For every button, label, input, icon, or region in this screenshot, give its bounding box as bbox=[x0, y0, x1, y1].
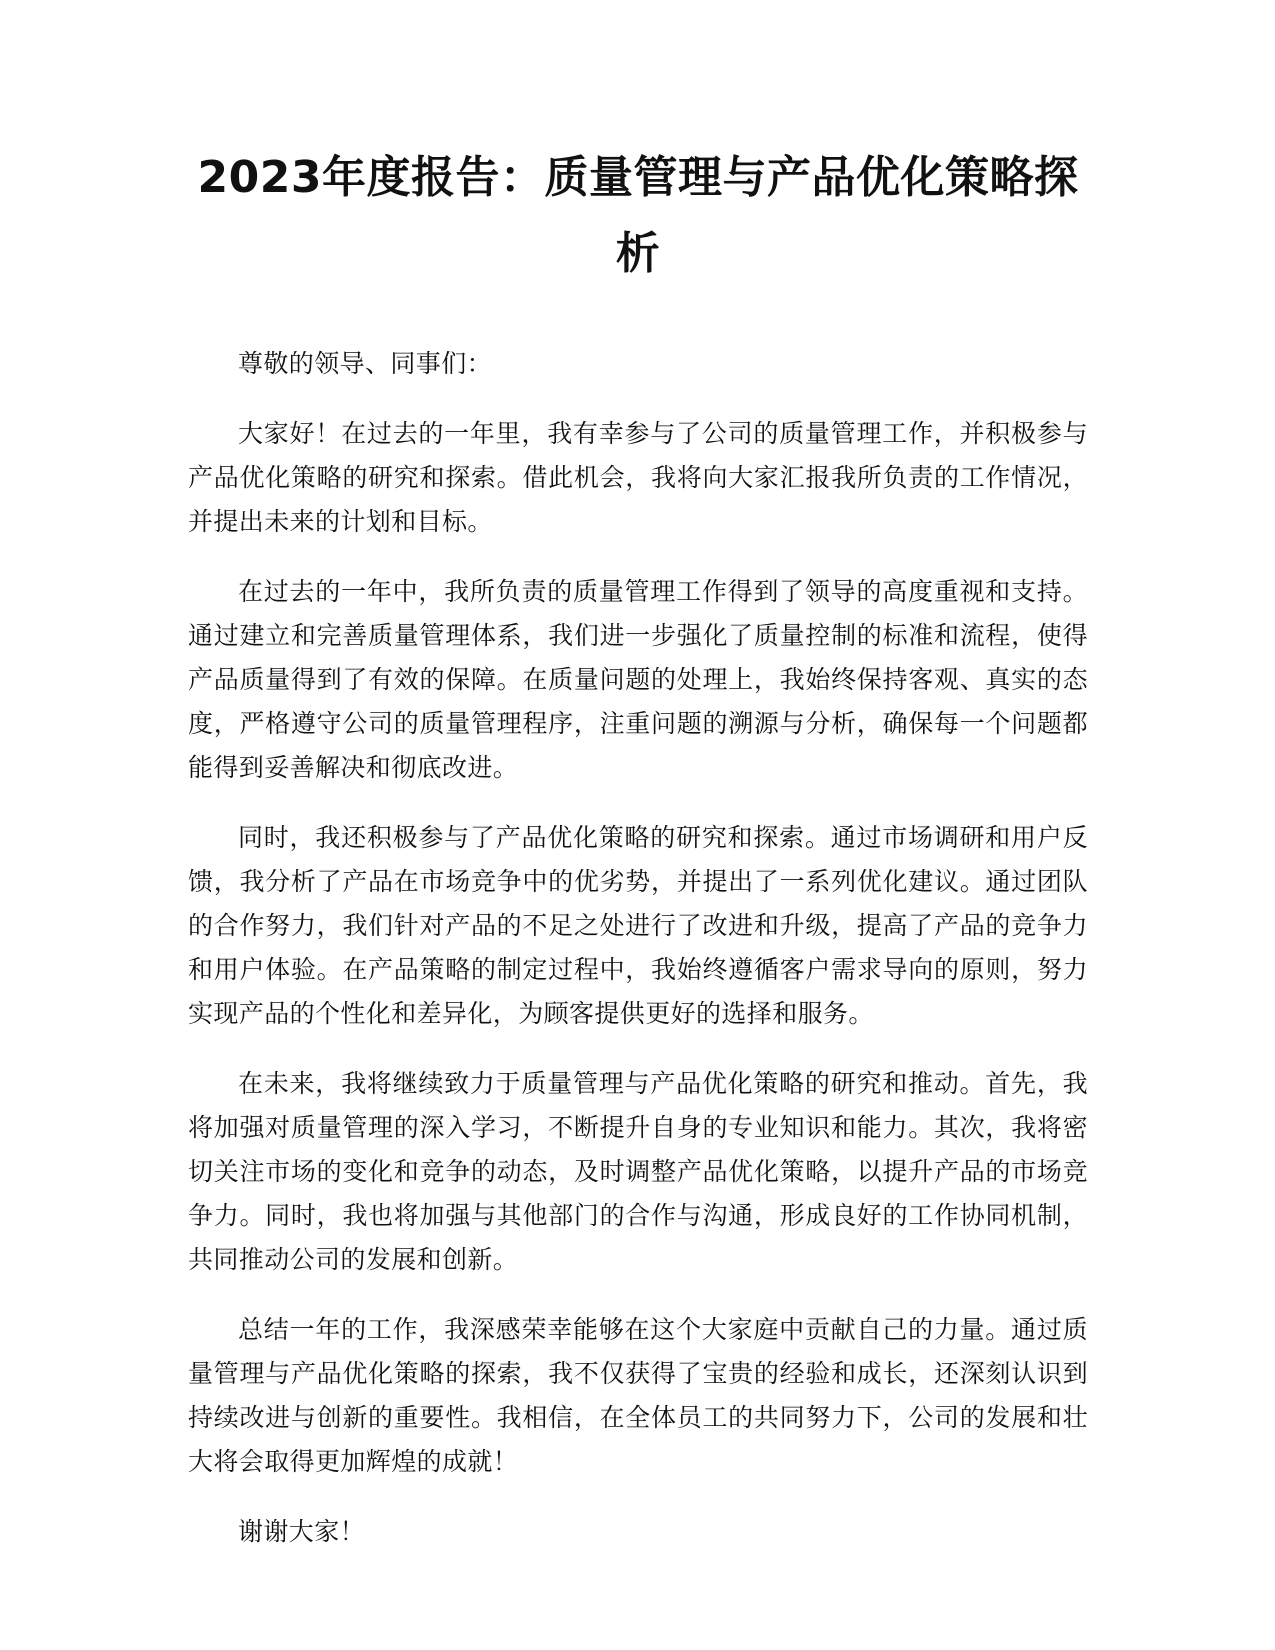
paragraph-summary: 总结一年的工作，我深感荣幸能够在这个大家庭中贡献自己的力量。通过质量管理与产品优化策略的探索，我不仅获得了宝贵的经验和成长，还深刻认识到持续改进与创新的重要性。我相信，在全体员工的共同努力下，公司的发展和壮大将会取得更加辉煌的成就！ bbox=[188, 1315, 1088, 1476]
paragraph-quality-management: 在过去的一年中，我所负责的质量管理工作得到了领导的高度重视和支持。通过建立和完善质量管理体系，我们进一步强化了质量控制的标准和流程，使得产品质量得到了有效的保障。在质量问题的处理上，我始终保持客观、真实的态度，严格遵守公司的质量管理程序，注重问题的溯源与分析，确保每一个问题都能得到妥善解决和彻底改进。 bbox=[188, 577, 1088, 782]
document-title: 2023年度报告：质量管理与产品优化策略探析 bbox=[197, 152, 1079, 279]
paragraph-product-optimization: 同时，我还积极参与了产品优化策略的研究和探索。通过市场调研和用户反馈，我分析了产品在市场竞争中的优劣势，并提出了一系列优化建议。通过团队的合作努力，我们针对产品的不足之处进行了改进和升级，提高了产品的竞争力和用户体验。在产品策略的制定过程中，我始终遵循客户需求导向的原则，努力实现产品的个性化和差异化，为顾客提供更好的选择和服务。 bbox=[188, 823, 1088, 1028]
paragraph-intro: 大家好！在过去的一年里，我有幸参与了公司的质量管理工作，并积极参与产品优化策略的研究和探索。借此机会，我将向大家汇报我所负责的工作情况，并提出未来的计划和目标。 bbox=[188, 419, 1088, 536]
document-page bbox=[188, 140, 1088, 1580]
salutation: 尊敬的领导、同事们： bbox=[238, 349, 493, 378]
document-body bbox=[188, 342, 1088, 1554]
closing-thanks: 谢谢大家！ bbox=[238, 1517, 366, 1546]
paragraph-future-plans: 在未来，我将继续致力于质量管理与产品优化策略的研究和推动。首先，我将加强对质量管理的深入学习，不断提升自身的专业知识和能力。其次，我将密切关注市场的变化和竞争的动态，及时调整产品优化策略，以提升产品的市场竞争力。同时，我也将加强与其他部门的合作与沟通，形成良好的工作协同机制，共同推动公司的发展和创新。 bbox=[188, 1069, 1088, 1274]
